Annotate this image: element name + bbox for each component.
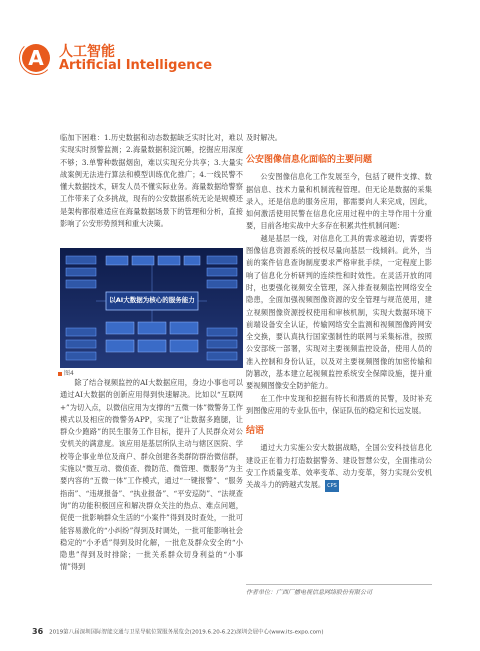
figure-4-diagram <box>60 248 243 368</box>
section-heading: 结语 <box>246 426 265 437</box>
body-paragraph: 及时解决。 <box>246 133 282 142</box>
body-paragraph: 除了结合视频监控的AI大数据应用，身边小事也可以通过AI大数据的创新应用得到快速解决。比如以“互联网+”为切入点，以微信应用为支撑的“五微一体”微警务工作模式以及相应的微警务APP，实现了“让数据多跑腿，让群众少跑路”的民生服务工作目标，提升了人民群众对公安机关的满意度。该应用是基层所队主动与辖区医院、学校等企事业单位及商户、群众创建各类群防群治微信群，实施以“微互动、微侦查、微防范、微管理、微服务”为主要内容的“五微一体”工作模式，通过“一键报警”、“服务指南”、“违规报备”、“执业报备”、“平安巡防”、“法规查询”的功能积极回应和解决群众关注的热点、难点问题，促使一批影响群众生活的“小案件”得到及时查处，一批可能容易激化的“小纠纷”得到及时调处，一批可能影响社会稳定的“小矛盾”得到及时化解，一批危及群众安全的“小隐患”得到及时排除；一批关系群众切身利益的“小事情”得到 <box>60 378 243 572</box>
diagram-center-label: 以AI大数据为核心的服务能力 <box>109 296 195 304</box>
caption-marker-icon <box>58 372 62 376</box>
body-paragraph: 临加下困难：1.历史数据和动态数据缺乏实时比对，难以实现实时预警监测；2.海量数据积淀沉睡，挖掘应用深度不够；3.单警种数据烟囱，难以实现充分共享；3.大量实战案例无法进行算法和模型训练优化推广；4.一线民警不懂大数据技术，研发人员不懂实际业务。海量数据给警察工作带来了众多挑战，现有的公安数据系统无论是规模还是架构都很难适应在海量数据场景下的管理和分析，直接影响了公安形势预判和重大决策。 <box>60 133 243 229</box>
journal-header <box>22 40 322 80</box>
section-title-en: Artificial Intelligence <box>59 58 213 73</box>
section-title-cn: 人工智能 <box>59 44 115 60</box>
body-paragraph: 在工作中发现和挖掘有特长和潜质的民警，及时补充到图像应用的专业队伍中，保证队伍的稳定和长远发展。 <box>246 393 432 415</box>
left-column-bottom <box>60 377 243 574</box>
body-paragraph: 公安图像信息化工作发展至今，包括了硬件支撑、数据信息、技术力量和机制流程管理。但无论是数据的采集录入，还是信息的服务应用，都需要向人来完成，因此，如何激活使用民警在信息化应用过程中的主导作用十分重要，目前各地实战中大多存在积累共性机制问题： <box>246 172 432 231</box>
figure-caption: 图4 <box>58 368 74 377</box>
section-logo-icon: A <box>22 44 50 72</box>
page-number: 36 <box>32 627 44 636</box>
section-heading: 公安图像信息化面临的主要问题 <box>246 155 373 166</box>
left-column-top <box>60 132 243 230</box>
footer-text: 2019第八届深圳国际智能交通与卫星导航位置服务展览会(2019.6.20-6.22)深圳会展中心(www.its-expo.com) <box>49 629 324 636</box>
end-mark-icon: CPS <box>325 480 339 492</box>
page-footer <box>32 627 452 636</box>
architecture-diagram-icon <box>60 248 243 368</box>
author-affiliation: 作者单位：广西厂播电视信息网络股份有限公司 <box>246 584 432 596</box>
body-paragraph: 越是基层一线，对信息化工具的需求越迫切，需要将图像信息资源系统的授权尽量向基层一线倾斜。此外，当前的案件信息查询制度要求严格审批手续，一定程度上影响了信息化分析研判的连续性和时效性。在灵活开放的同时，也要强化视频安全管理，深入排查视频监控网络安全隐患，全面加强视频图像资源的安全管理与规范使用，建立视频图像资源授权使用和审核机制，实现大数据环境下前端设备安全认证，传输网络安全监测和视频图像跨网安全交换，要认真执行国家强制性的联网与采集标准，按照公安部统一部署，实现对主要视频监控设备，使用人员的准入控制和身份认证，以及对主要视频图像的加密传输和防篡改，基本建立起视频监控系统安全保障设施，提升重要视频图像安全防护能力。 <box>246 233 432 391</box>
right-column <box>246 132 432 492</box>
body-paragraph: 通过大力实施公安大数据战略，全国公安科技信息化建设正在着力打造数据警务、建设智慧公安，全面推动公安工作质量变革、效率变革、动力变革，努力实现公安机关战斗力的跨越式发展。 CPS <box>246 442 432 492</box>
